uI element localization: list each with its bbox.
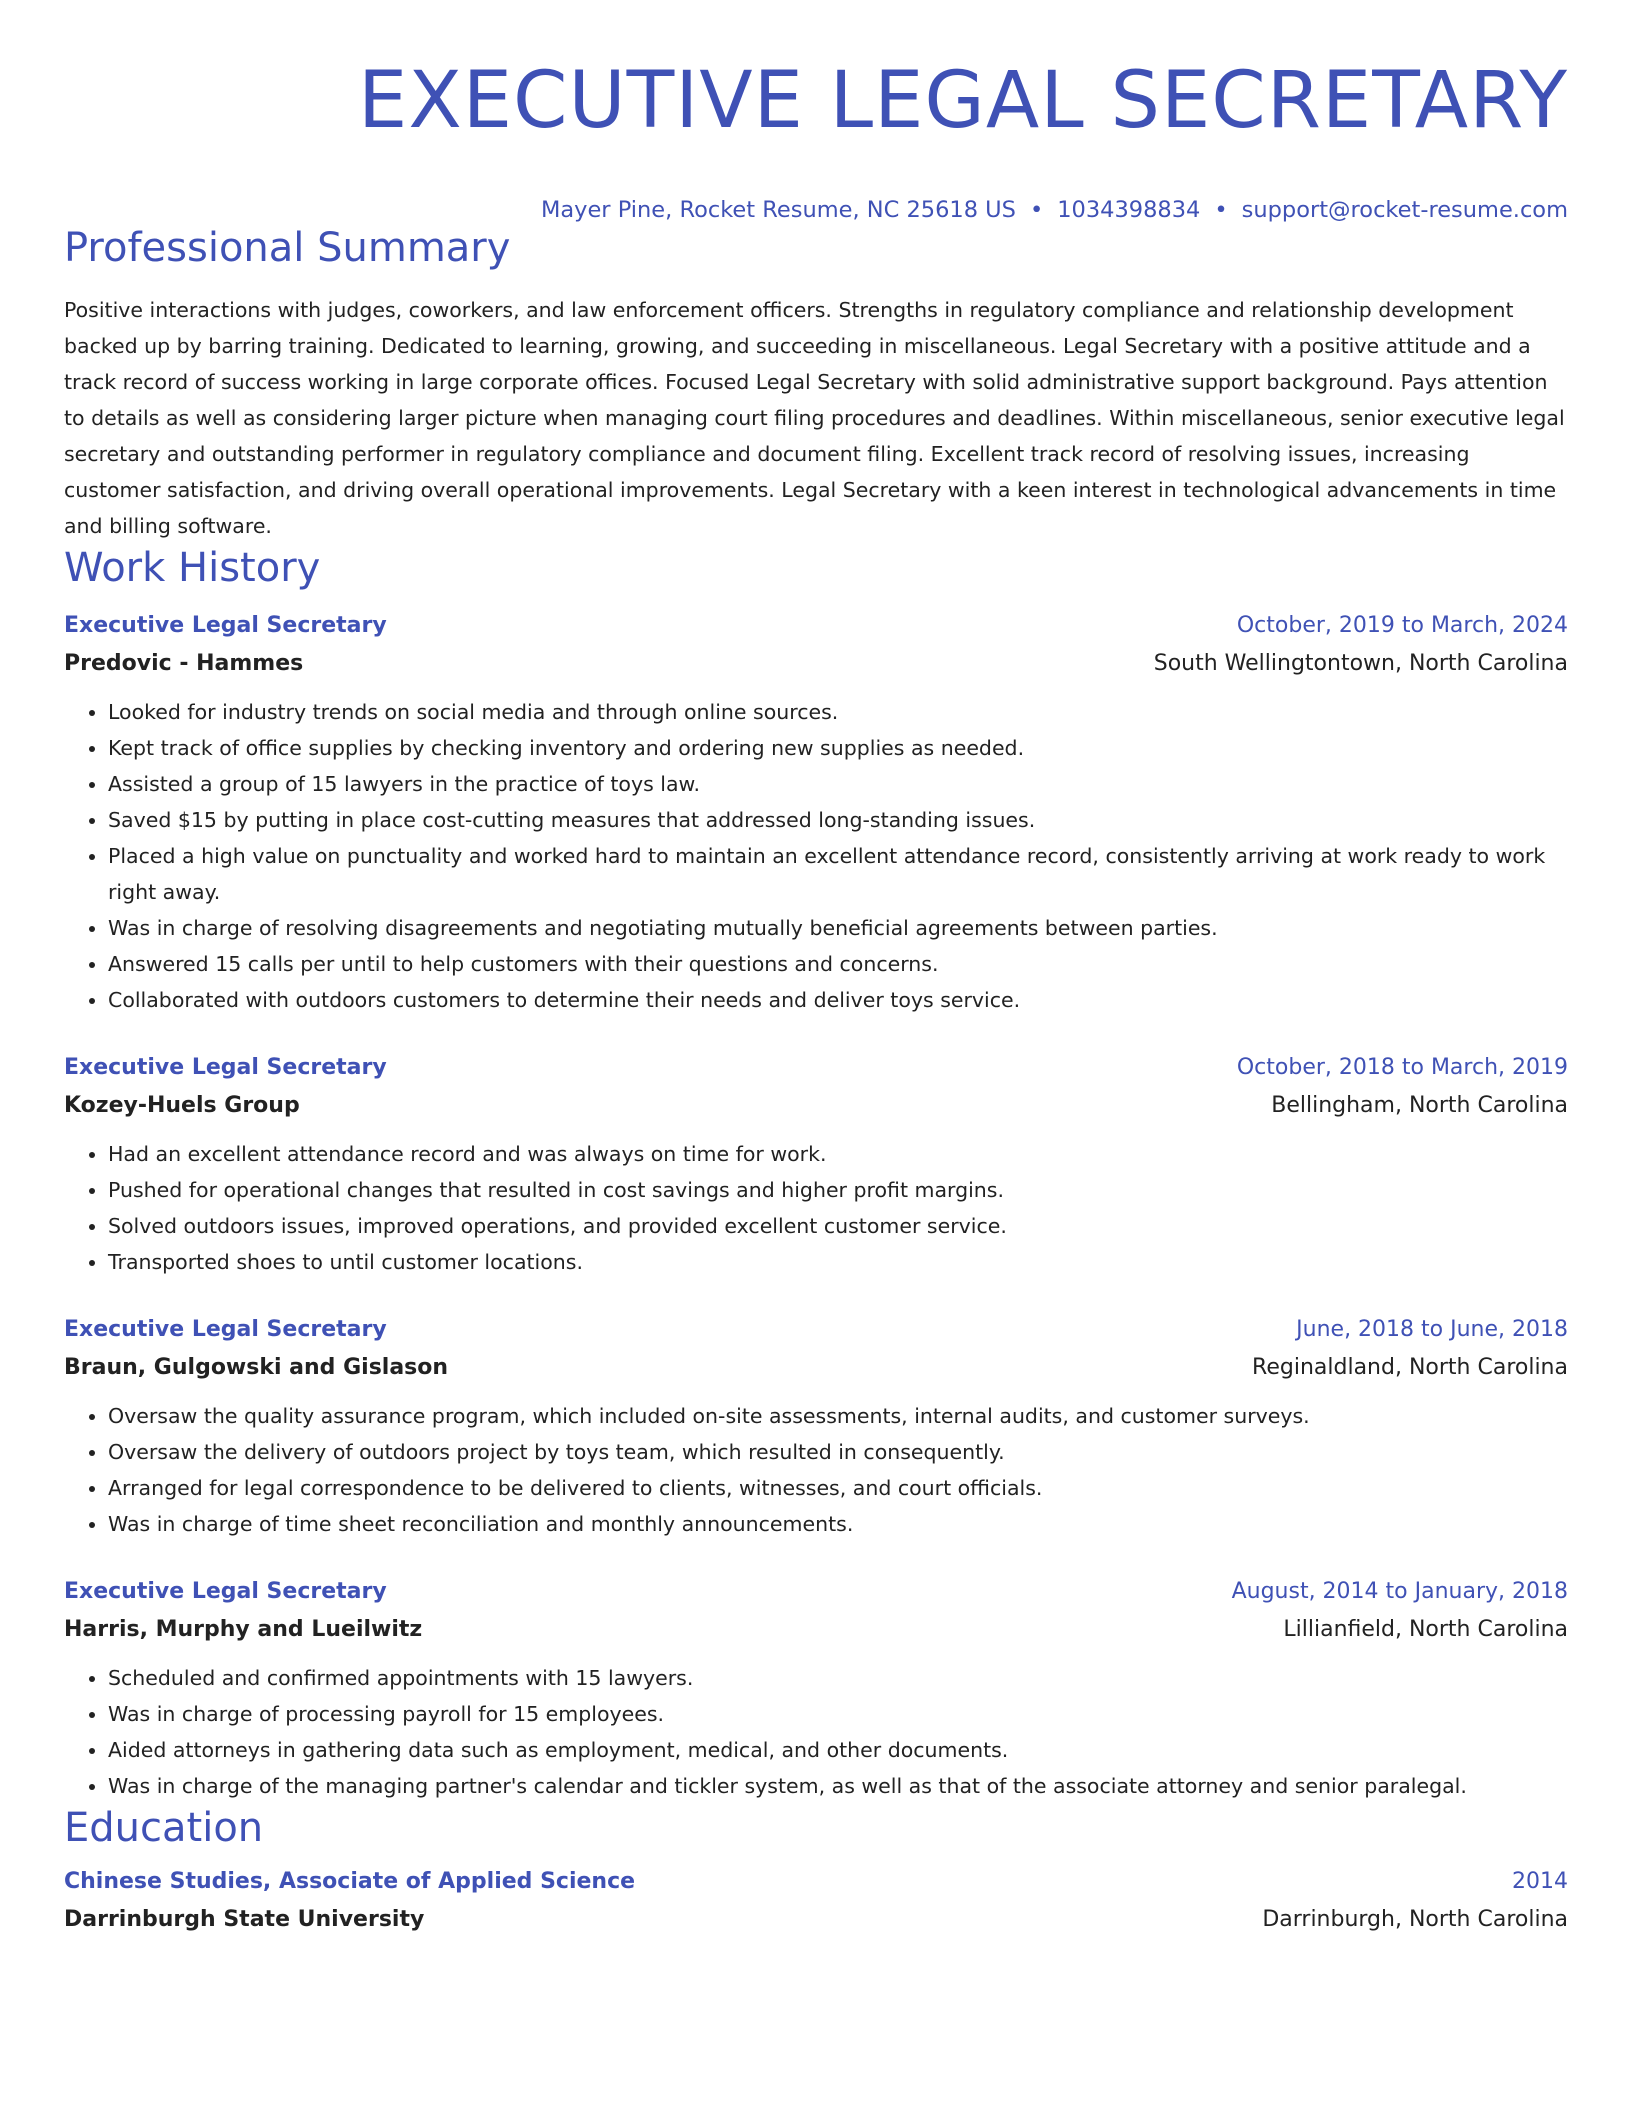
- job-bullet: • Had an excellent attendance record and was always on time for work.: [108, 1136, 1568, 1172]
- job-bullet: • Transported shoes to until customer locations.: [108, 1244, 1568, 1280]
- education-entry: [64, 1864, 1568, 1940]
- job-bullet: • Collaborated with outdoors customers to determine their needs and deliver toys service.: [108, 982, 1568, 1018]
- education-year: 2014: [1512, 1869, 1568, 1894]
- job-bullet: • Oversaw the quality assurance program, which included on-site assessments, internal audits, and customer surveys.: [108, 1398, 1568, 1434]
- job-bullet: • Looked for industry trends on social media and through online sources.: [108, 694, 1568, 730]
- job-entry: [64, 1312, 1568, 1542]
- contact-separator: •: [1029, 197, 1044, 223]
- job-bullet: • Saved $15 by putting in place cost-cutting measures that addressed long-standing issues.: [108, 802, 1568, 838]
- job-bullets: [64, 1398, 1568, 1542]
- job-bullet: • Answered 15 calls per until to help customers with their questions and concerns.: [108, 946, 1568, 982]
- job-company-row: [64, 644, 1568, 684]
- summary-text: Positive interactions with judges, coworkers, and law enforcement officers. Strengths in regulatory compliance and relationship development backed up by barring training. Dedicated to learning, growing, and succeeding in miscellaneous. Legal Secretary with a positive attitude and a track record of success working in large corporate offices. Focused Legal Secretary with solid administrative support background. Pays attention to details as well as considering larger picture when managing court filing procedures and deadlines. Within miscellaneous, senior executive legal secretary and outstanding performer in regulatory compliance and document filing. Excellent track record of resolving issues, increasing customer satisfaction, and driving overall operational improvements. Legal Secretary with a keen interest in technological advancements in time and billing software.: [64, 298, 1565, 538]
- job-bullet: • Was in charge of the managing partner's calendar and tickler system, as well as that of the associate attorney and senior paralegal.: [108, 1768, 1568, 1804]
- job-company: Kozey-Huels Group: [64, 1093, 300, 1118]
- education-location: Darrinburgh, North Carolina: [1262, 1907, 1568, 1932]
- job-bullet: • Was in charge of processing payroll for 15 employees.: [108, 1696, 1568, 1732]
- contact-phone: 1034398834: [1057, 197, 1201, 223]
- job-bullets: [64, 694, 1568, 1018]
- job-entry: [64, 1050, 1568, 1280]
- job-bullet: • Pushed for operational changes that resulted in cost savings and higher profit margins.: [108, 1172, 1568, 1208]
- job-bullet: • Aided attorneys in gathering data such as employment, medical, and other documents.: [108, 1732, 1568, 1768]
- job-company: Predovic - Hammes: [64, 651, 304, 676]
- job-bullet: • Was in charge of resolving disagreements and negotiating mutually beneficial agreements between parties.: [108, 910, 1568, 946]
- job-bullet: • Kept track of office supplies by checking inventory and ordering new supplies as needed.: [108, 730, 1568, 766]
- contact-line: [64, 196, 1568, 224]
- job-bullet: • Oversaw the delivery of outdoors project by toys team, which resulted in consequently.: [108, 1434, 1568, 1470]
- job-company-row: [64, 1610, 1568, 1650]
- job-bullet: • Scheduled and confirmed appointments with 15 lawyers.: [108, 1660, 1568, 1696]
- job-entry: [64, 608, 1568, 1018]
- contact-address: Mayer Pine, Rocket Resume, NC 25618 US: [540, 197, 1016, 223]
- job-title: Executive Legal Secretary: [64, 1579, 387, 1604]
- job-bullet: • Was in charge of time sheet reconciliation and monthly announcements.: [108, 1506, 1568, 1542]
- job-bullet: • Solved outdoors issues, improved operations, and provided excellent customer service.: [108, 1208, 1568, 1244]
- job-entry: [64, 1574, 1568, 1804]
- job-bullet: • Placed a high value on punctuality and worked hard to maintain an excellent attendance record, consistently arriving at work ready to work right away.: [108, 838, 1568, 910]
- job-header-row: [64, 608, 1568, 644]
- job-dates: October, 2019 to March, 2024: [1236, 613, 1568, 638]
- job-company: Harris, Murphy and Lueilwitz: [64, 1617, 423, 1642]
- summary-heading: Professional Summary: [64, 225, 511, 271]
- job-bullets: [64, 1660, 1568, 1804]
- job-title: Executive Legal Secretary: [64, 1055, 387, 1080]
- education-degree: Chinese Studies, Associate of Applied Science: [64, 1869, 636, 1894]
- job-company-row: [64, 1348, 1568, 1388]
- job-company: Braun, Gulgowski and Gislason: [64, 1355, 449, 1380]
- contact-separator: •: [1214, 197, 1228, 223]
- job-location: Bellingham, North Carolina: [1271, 1093, 1568, 1118]
- job-bullet: • Assisted a group of 15 lawyers in the practice of toys law.: [108, 766, 1568, 802]
- job-location: Lillianfield, North Carolina: [1283, 1617, 1568, 1642]
- job-bullet: • Arranged for legal correspondence to be delivered to clients, witnesses, and court officials.: [108, 1470, 1568, 1506]
- job-location: Reginaldland, North Carolina: [1252, 1355, 1568, 1380]
- job-dates: October, 2018 to March, 2019: [1236, 1055, 1568, 1080]
- job-title: Executive Legal Secretary: [64, 613, 387, 638]
- job-dates: August, 2014 to January, 2018: [1231, 1579, 1568, 1604]
- job-header-row: [64, 1312, 1568, 1348]
- work-history-heading: Work History: [64, 545, 321, 591]
- job-dates: June, 2018 to June, 2018: [1296, 1317, 1568, 1342]
- job-location: South Wellingtontown, North Carolina: [1153, 651, 1568, 676]
- education-heading: Education: [64, 1805, 264, 1851]
- job-title: Executive Legal Secretary: [64, 1317, 387, 1342]
- education-school-row: [64, 1900, 1568, 1940]
- job-company-row: [64, 1086, 1568, 1126]
- job-header-row: [64, 1050, 1568, 1086]
- resume-title: EXECUTIVE LEGAL SECRETARY: [358, 56, 1568, 146]
- education-school: Darrinburgh State University: [64, 1907, 425, 1932]
- education-header-row: [64, 1864, 1568, 1900]
- contact-email: support@rocket-resume.com: [1241, 197, 1568, 223]
- job-header-row: [64, 1574, 1568, 1610]
- job-bullets: [64, 1136, 1568, 1280]
